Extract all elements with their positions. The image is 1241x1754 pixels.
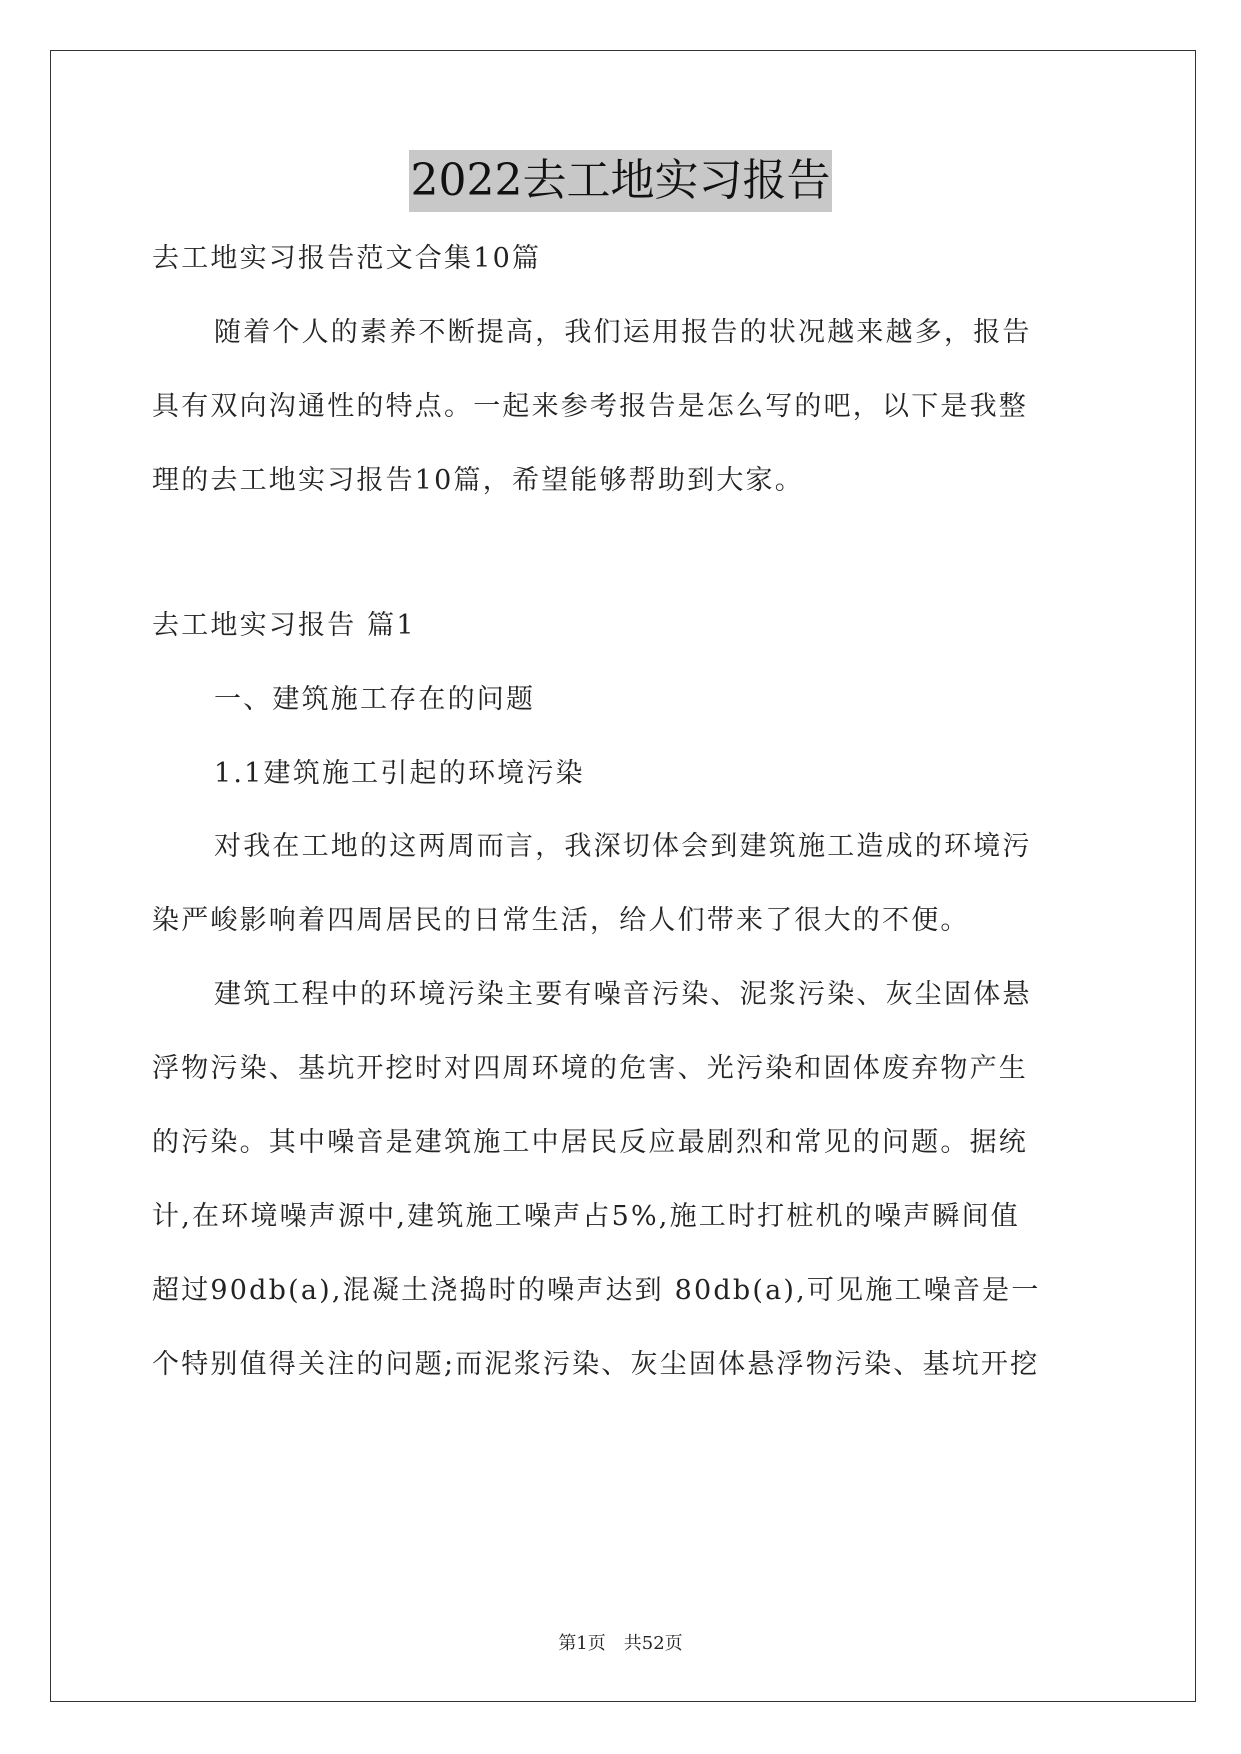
- para2-line-1: 建筑工程中的环境污染主要有噪音污染、泥浆污染、灰尘固体悬: [214, 979, 1032, 1010]
- subheading-problems: 一、建筑施工存在的问题: [214, 684, 536, 715]
- para2-line-4: 计,在环境噪声源中,建筑施工噪声占5%,施工时打桩机的噪声瞬间值: [152, 1201, 1020, 1232]
- intro-line-1: 随着个人的素养不断提高，我们运用报告的状况越来越多，报告: [214, 317, 1032, 348]
- subheading-pollution: 1.1建筑施工引起的环境污染: [214, 758, 585, 789]
- para2-line-2: 浮物污染、基坑开挖时对四周环境的危害、光污染和固体废弃物产生: [152, 1053, 1028, 1084]
- para1-line-2: 染严峻影响着四周居民的日常生活，给人们带来了很大的不便。: [152, 905, 970, 936]
- document-title-wrapper: [0, 150, 1241, 212]
- intro-line-3: 理的去工地实习报告10篇，希望能够帮助到大家。: [152, 465, 804, 496]
- para2-line-3: 的污染。其中噪音是建筑施工中居民反应最剧烈和常见的问题。据统: [152, 1127, 1028, 1158]
- document-title: 2022去工地实习报告: [409, 150, 833, 212]
- para2-line-5: 超过90db(a),混凝土浇捣时的噪声达到 80db(a),可见施工噪音是一: [152, 1275, 1041, 1306]
- document-subtitle: 去工地实习报告范文合集10篇: [152, 243, 542, 274]
- page-footer: 第1页 共52页: [558, 1633, 683, 1654]
- section-heading: 去工地实习报告 篇1: [152, 610, 416, 641]
- para1-line-1: 对我在工地的这两周而言，我深切体会到建筑施工造成的环境污: [214, 831, 1032, 862]
- page-border: [50, 50, 1196, 1702]
- para2-line-6: 个特别值得关注的问题;而泥浆污染、灰尘固体悬浮物污染、基坑开挖: [152, 1349, 1040, 1380]
- intro-line-2: 具有双向沟通性的特点。一起来参考报告是怎么写的吧，以下是我整: [152, 391, 1028, 422]
